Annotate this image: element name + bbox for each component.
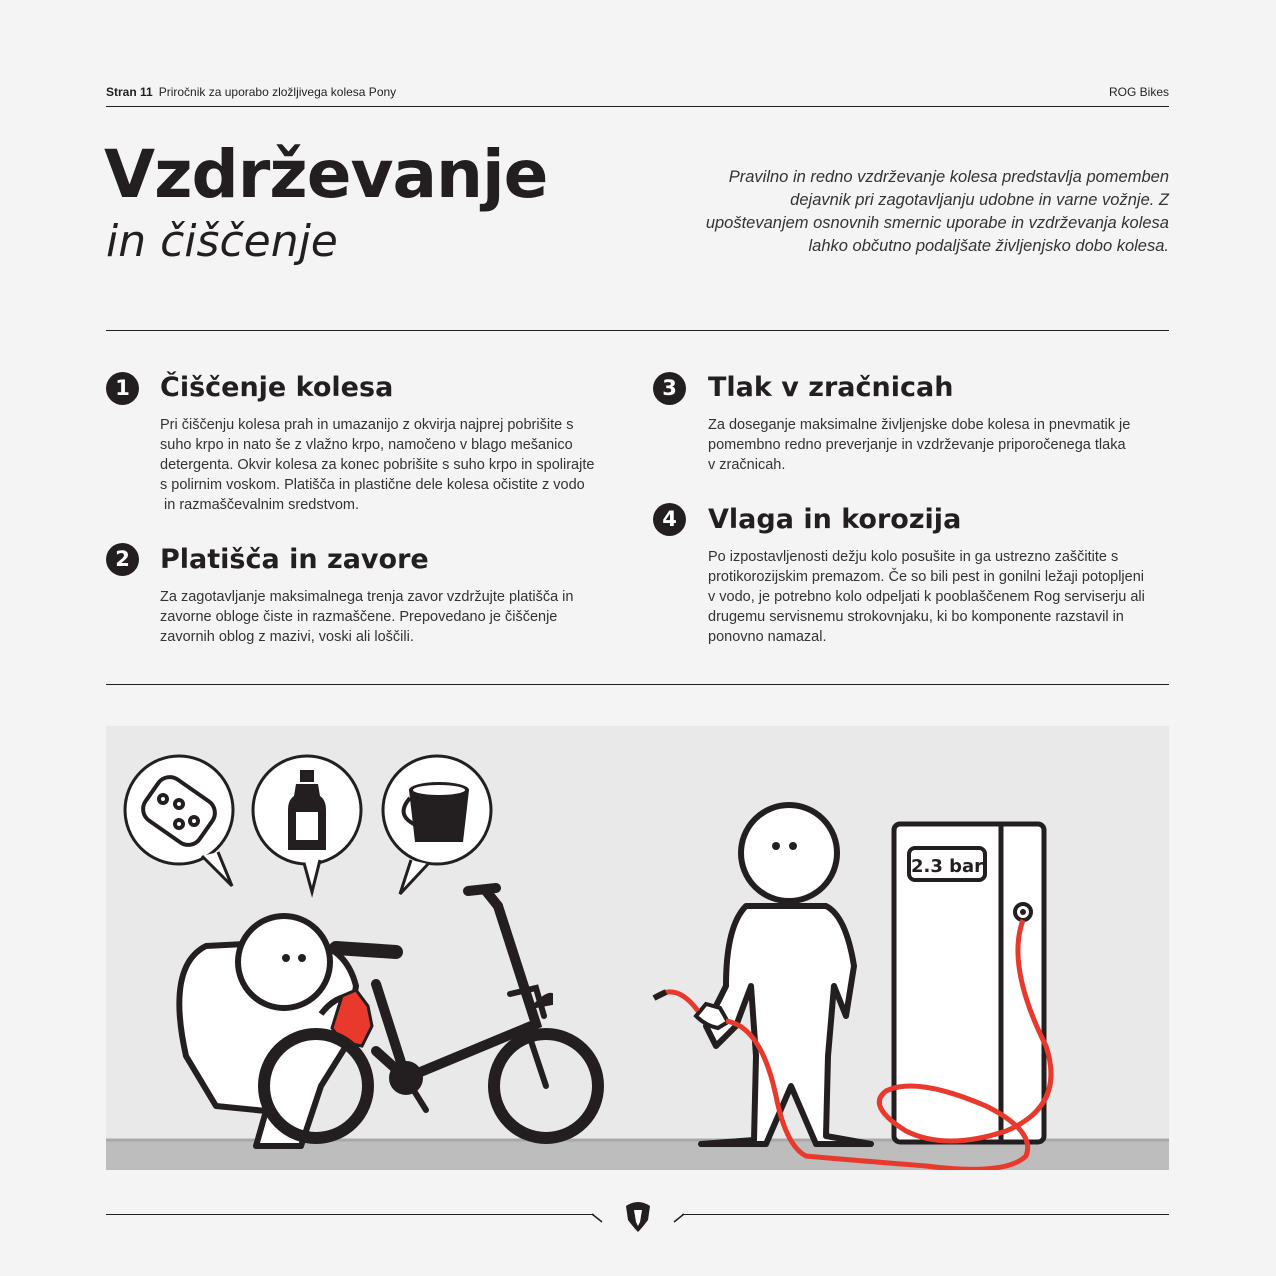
section-2-title: Platišča in zavore <box>160 544 429 575</box>
section-1-title: Čiščenje kolesa <box>160 372 394 403</box>
section-1-line: s polirnim voskom. Platišča in plastične dele kolesa očistite z vodo <box>160 477 585 493</box>
section-4-line: drugemu servisnemu strokovnjaku, ki bo komponente razstavil in <box>708 609 1124 625</box>
section-4-title: Vlaga in korozija <box>708 504 962 535</box>
section-1-number: 1 <box>106 372 139 405</box>
page-number: Stran 11 <box>106 85 153 99</box>
section-2-line: zavornih oblog z mazivi, voski ali loščili. <box>160 629 414 645</box>
footer-line-right <box>682 1214 1169 1215</box>
header-divider <box>106 106 1169 107</box>
section-4-line: ponovno namazal. <box>708 629 827 645</box>
brand-name: ROG Bikes <box>1108 85 1169 99</box>
section-3-line: pomembno redno preverjanje in vzdrževanje priporočenega tlaka <box>708 437 1126 453</box>
footer-line-left <box>106 1214 594 1215</box>
section-3-line: Za doseganje maksimalne življenjske dobe kolesa in pnevmatik je <box>708 417 1131 433</box>
section-2-body <box>160 587 630 647</box>
section-1-line: Pri čiščenju kolesa prah in umazanijo z okvirja najprej pobrišite s <box>160 417 574 433</box>
content-divider <box>106 684 1169 685</box>
pressure-display: 2.3 bar <box>910 856 984 877</box>
section-4-number: 4 <box>653 503 686 536</box>
section-2-line: Za zagotavljanje maksimalnega trenja zavor vzdržujte platišča in <box>160 589 574 605</box>
section-3-number: 3 <box>653 372 686 405</box>
section-1-line: detergenta. Okvir kolesa za konec pobrišite s suho krpo in spolirajte <box>160 457 595 473</box>
page-header-left <box>106 85 396 99</box>
page-title: Vzdrževanje <box>104 136 548 213</box>
section-4-line: Po izpostavljenosti dežju kolo posušite in ga ustrezno zaščitite s <box>708 549 1119 565</box>
document-title: Priročnik za uporabo zložljivega kolesa Pony <box>158 85 397 99</box>
title-divider <box>106 330 1169 331</box>
section-4-body <box>708 547 1169 647</box>
section-3-line: v zračnicah. <box>708 457 786 473</box>
section-2-line: zavorne obloge čiste in razmaščene. Prepovedano je čiščenje <box>160 609 558 625</box>
intro-paragraph: Pravilno in redno vzdrževanje kolesa predstavlja pomemben dejavnik pri zagotavljanju udobne in varne vožnje. Z upoštevanjem osnovnih smernic uporabe in vzdrževanja kolesa lahko občutno podaljšate življenjsko dobo kolesa. <box>705 168 1169 255</box>
section-4-line: v vodo, je potrebno kolo odpeljati k pooblaščenem Rog serviserju ali <box>708 589 1145 605</box>
section-1-line: in razmaščevalnim sredstvom. <box>160 497 360 513</box>
page-subtitle: in čiščenje <box>106 216 338 267</box>
footer-notch-left <box>592 1214 602 1222</box>
footer-notch-right <box>674 1214 684 1222</box>
maintenance-illustration <box>106 726 1169 1170</box>
section-3-body <box>708 415 1169 475</box>
section-1-line: suho krpo in nato še z vlažno krpo, namočeno v blago mešanico <box>160 437 573 453</box>
footer-emblem <box>592 1200 684 1234</box>
section-4-line: protikorozijskim premazom. Če so bili pest in gonilni ležaji potopljeni <box>708 569 1144 585</box>
section-1-body <box>160 415 630 515</box>
section-2-number: 2 <box>106 543 139 576</box>
section-3-title: Tlak v zračnicah <box>708 372 954 403</box>
